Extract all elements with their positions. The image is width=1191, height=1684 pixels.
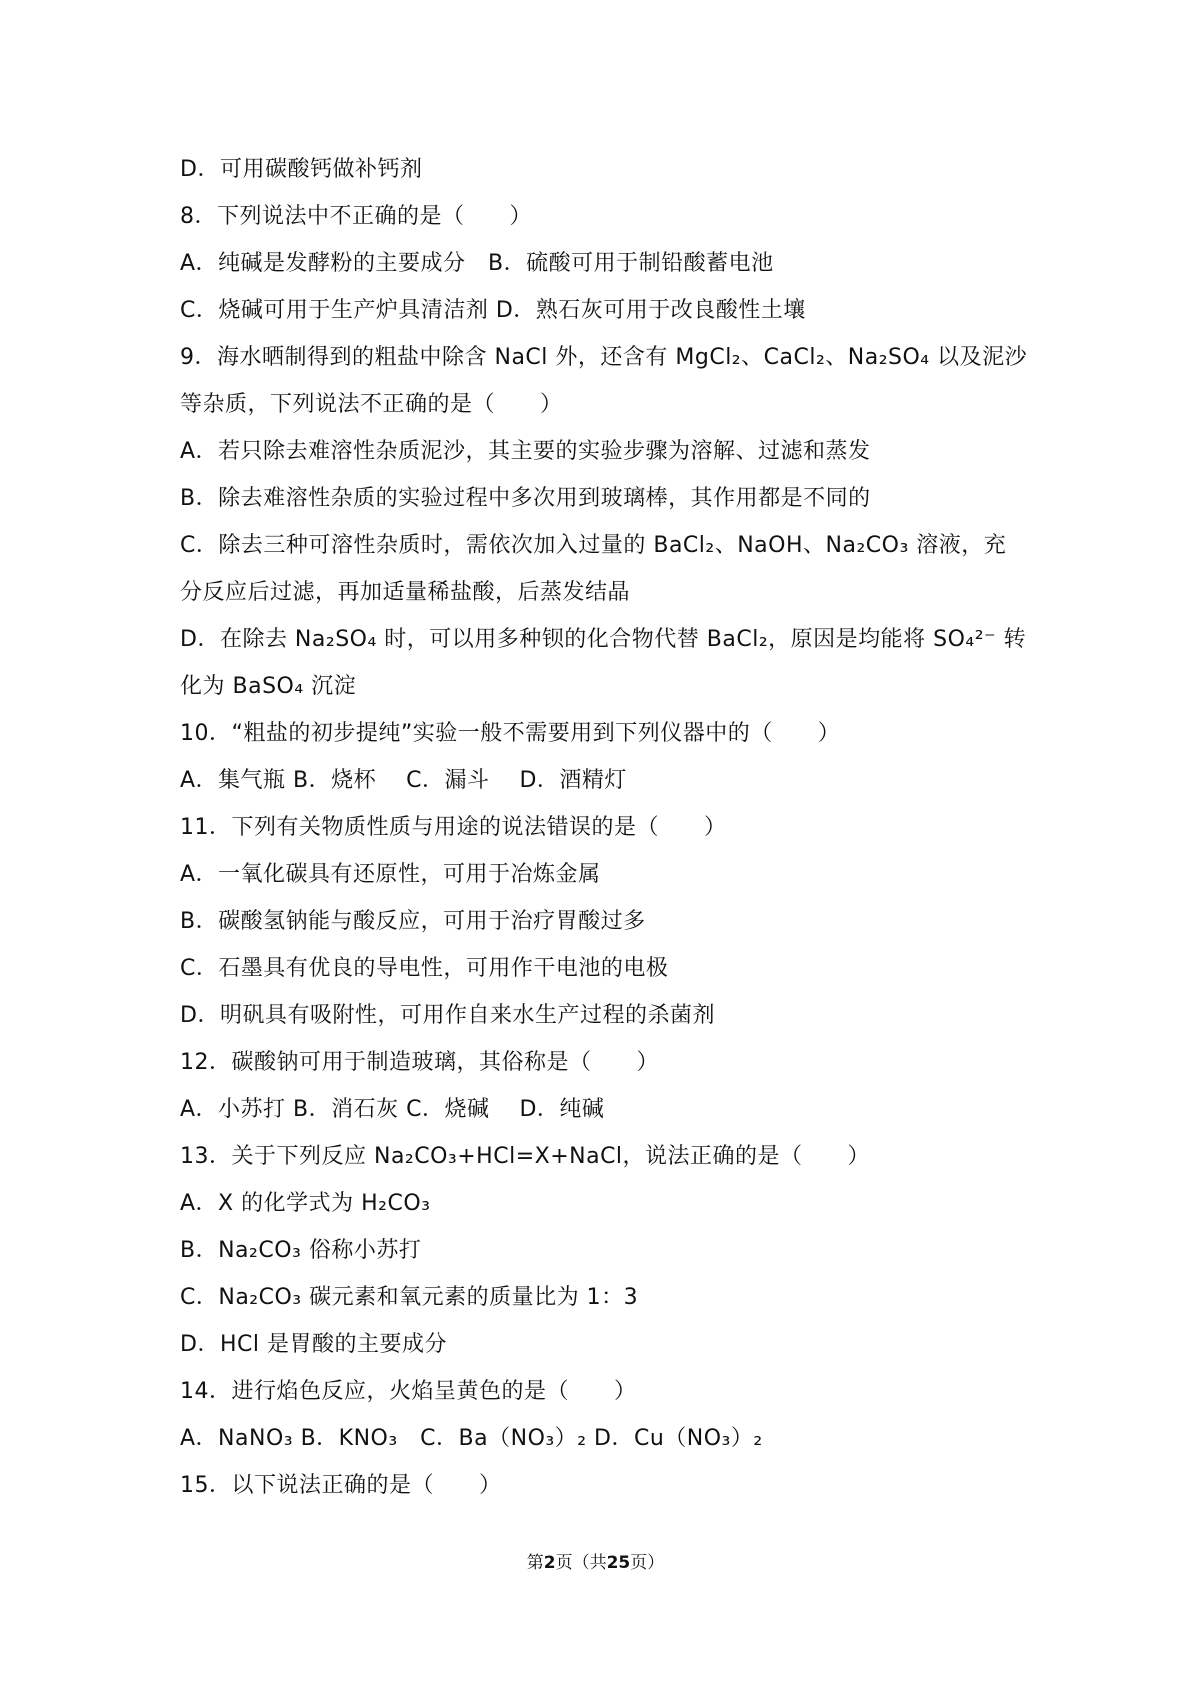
option-line: D．可用碳酸钙做补钙剂: [180, 157, 423, 182]
total-pages: 25: [606, 1553, 631, 1573]
option-line: B．除去难溶性杂质的实验过程中多次用到玻璃棒，其作用都是不同的: [180, 486, 871, 511]
option-line: C．除去三种可溶性杂质时，需依次加入过量的 BaCl₂、NaOH、Na₂CO₃ 溶液，充: [180, 533, 1007, 558]
question-line: 8．下列说法中不正确的是（ ）: [180, 204, 532, 229]
option-line: D．HCl 是胃酸的主要成分: [180, 1332, 447, 1357]
option-line: 分反应后过滤，再加适量稀盐酸，后蒸发结晶: [180, 580, 631, 605]
question-line: 14．进行焰色反应，火焰呈黄色的是（ ）: [180, 1379, 637, 1404]
option-line: A．纯碱是发酵粉的主要成分 B．硫酸可用于制铅酸蓄电池: [180, 251, 774, 276]
question-line: 11．下列有关物质性质与用途的说法错误的是（ ）: [180, 815, 727, 840]
option-line: A．若只除去难溶性杂质泥沙，其主要的实验步骤为溶解、过滤和蒸发: [180, 439, 871, 464]
option-line: A．X 的化学式为 H₂CO₃: [180, 1191, 431, 1216]
option-line: A．一氧化碳具有还原性，可用于冶炼金属: [180, 862, 601, 887]
option-line: D．在除去 Na₂SO₄ 时，可以用多种钡的化合物代替 BaCl₂，原因是均能将 SO₄²⁻ 转: [180, 627, 1027, 652]
question-line: 等杂质，下列说法不正确的是（ ）: [180, 392, 563, 417]
question-line: 13．关于下列反应 Na₂CO₃+HCl=X+NaCl，说法正确的是（ ）: [180, 1144, 871, 1169]
option-line: C．石墨具有优良的导电性，可用作干电池的电极: [180, 956, 669, 981]
document-body: [180, 146, 1028, 1509]
option-line: C．Na₂CO₃ 碳元素和氧元素的质量比为 1：3: [180, 1285, 639, 1310]
page-number: 2: [543, 1553, 556, 1573]
option-line: D．明矾具有吸附性，可用作自来水生产过程的杀菌剂: [180, 1003, 715, 1028]
question-line: 15．以下说法正确的是（ ）: [180, 1473, 502, 1498]
option-line: 化为 BaSO₄ 沉淀: [180, 674, 357, 699]
page-footer: [0, 1548, 1191, 1573]
option-line: C．烧碱可用于生产炉具清洁剂 D．熟石灰可用于改良酸性土壤: [180, 298, 806, 323]
option-line: A．NaNO₃ B．KNO₃ C．Ba（NO₃）₂ D．Cu（NO₃）₂: [180, 1426, 763, 1451]
option-line: B．Na₂CO₃ 俗称小苏打: [180, 1238, 422, 1263]
question-line: 12．碳酸钠可用于制造玻璃，其俗称是（ ）: [180, 1050, 659, 1075]
footer-middle: 页（共: [555, 1553, 607, 1573]
question-line: 9．海水晒制得到的粗盐中除含 NaCl 外，还含有 MgCl₂、CaCl₂、Na₂SO₄ 以及泥沙: [180, 345, 1028, 370]
question-line: 10．“粗盐的初步提纯”实验一般不需要用到下列仪器中的（ ）: [180, 721, 841, 746]
option-line: B．碳酸氢钠能与酸反应，可用于治疗胃酸过多: [180, 909, 646, 934]
option-line: A．集气瓶 B．烧杯 C．漏斗 D．酒精灯: [180, 768, 627, 793]
option-line: A．小苏打 B．消石灰 C．烧碱 D．纯碱: [180, 1097, 605, 1122]
footer-prefix: 第: [526, 1553, 544, 1573]
footer-suffix: 页）: [630, 1553, 665, 1573]
